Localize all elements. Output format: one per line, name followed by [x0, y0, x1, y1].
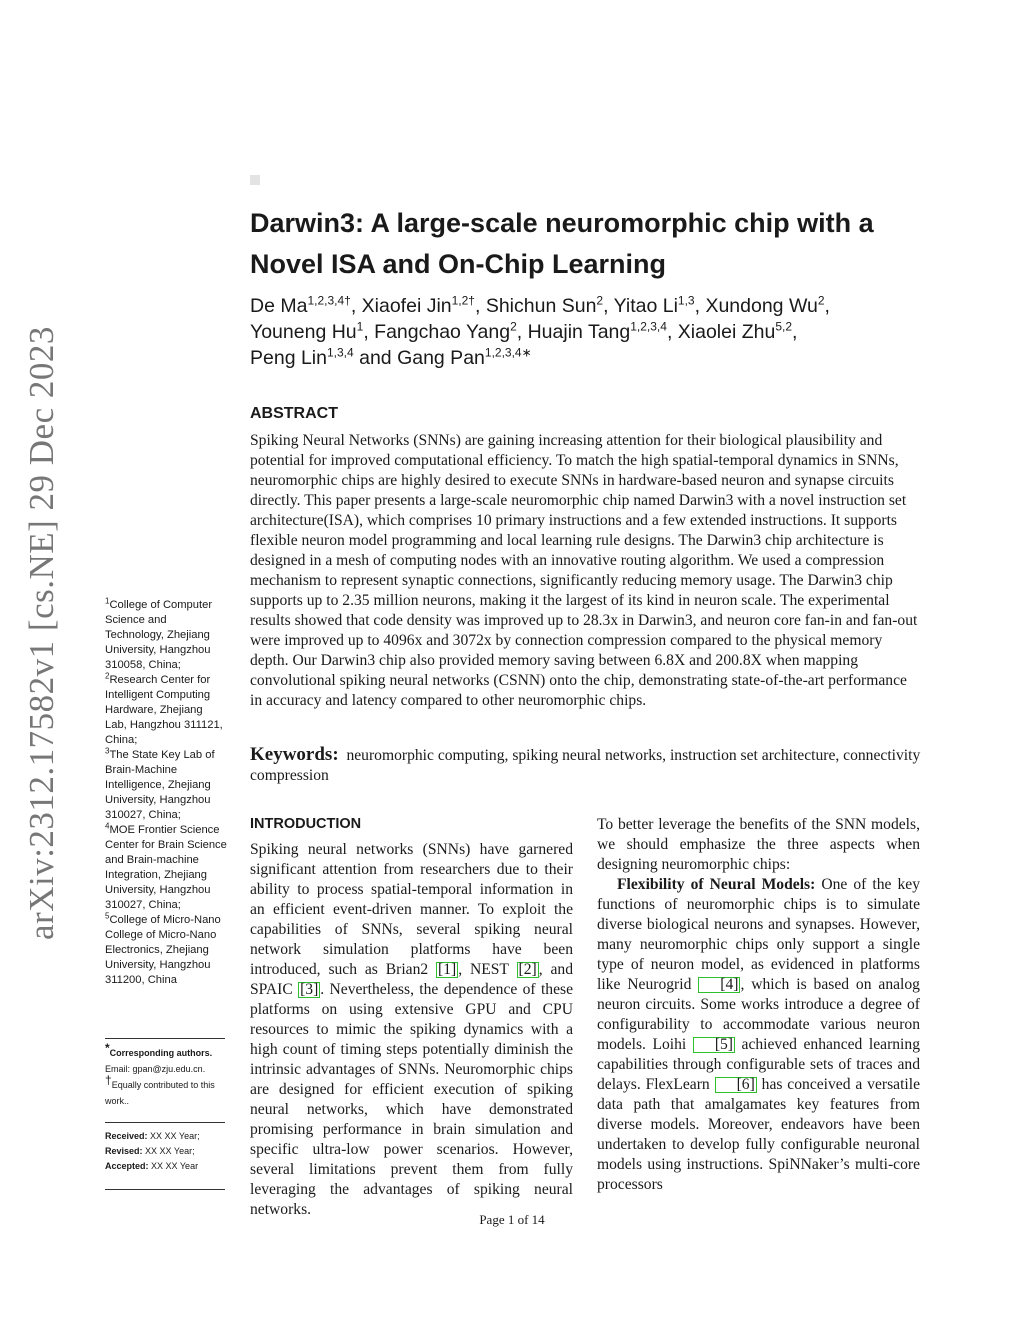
author-name: Xiaolei Zhu — [677, 321, 776, 343]
revised-label: Revised: — [105, 1146, 143, 1156]
author-separator: , — [474, 295, 486, 317]
author-name: Huajin Tang — [527, 321, 631, 343]
affiliation-text: MOE Frontier Science Center for Brain Science and Brain-machine Integration, Zhejiang University, Hangzhou 310027, China; — [105, 824, 227, 911]
author-name: Shichun Sun — [485, 295, 597, 317]
author-name: Fangchao Yang — [374, 321, 511, 343]
dates-end-rule — [105, 1189, 225, 1190]
equal-contribution-note: Equally contributed to this work.. — [105, 1080, 215, 1106]
affiliation-number: 3 — [105, 746, 110, 756]
author-separator: , — [824, 295, 830, 317]
author-name: Peng Lin — [250, 347, 327, 369]
flexibility-runin-heading: Flexibility of Neural Models: — [617, 876, 816, 893]
received-value: XX XX Year; — [150, 1131, 200, 1141]
author-name: Gang Pan — [397, 347, 485, 369]
abstract-heading: ABSTRACT — [250, 405, 338, 422]
page-number: Page 1 of 14 — [479, 1212, 545, 1227]
intro-paragraph-1: Spiking neural networks (SNNs) have garnered significant attention from researchers due to their ability to process spatial-temporal information in an efficient event-driven manner. To exploit the capabilities of SNNs, several spiking neural network simulation platforms have been introduced, such as Brian2 [1] , NEST [2] , and SPAIC [3] . Nevertheless, the dependence of these platforms on using extensive GPU and CPU resources to mimic the spiking dynamics with a high count of timing steps potentially diminish the intrinsic advantages of SNNs. Neuromorphic chips are designed for efficient execution of spiking neural networks, which have demonstrated promising performance in brain simulation and specific ultra-low power scenarios. However, several limitations prevent them from fully leveraging the advantages of spiking neural networks. — [250, 841, 574, 1218]
author-affiliation-marker: 2 — [817, 293, 825, 308]
author-name: Youneng Hu — [250, 321, 357, 343]
author-affiliation-marker: 1,2,3,4 — [630, 319, 667, 334]
dates-rule — [105, 1122, 225, 1123]
keywords — [250, 745, 922, 786]
accepted-label: Accepted: — [105, 1161, 149, 1171]
affiliation-number: 4 — [105, 821, 110, 831]
affiliation — [105, 673, 227, 748]
abstract-body: Spiking Neural Networks (SNNs) are gaining increasing attention for their biological plausibility and potential for improved computational efficiency. To match the high spatial-temporal dynamics in SNNs, neuromorphic chips are highly desired to execute SNNs in hardware-based neuron and synapse circuits directly. This paper presents a large-scale neuromorphic chip named Darwin3 with a novel instruction set architecture(ISA), which comprises 10 primary instructions and a few extended instructions. It supports flexible neuron model programming and local learning rule designs. The Darwin3 chip architecture is designed in a mesh of computing nodes with an innovative routing algorithm. We used a compression mechanism to represent synaptic connections, significantly reducing memory usage. The Darwin3 chip supports up to 2.35 million neurons, making it the largest of its kind in neuron scale. The experimental results showed that code density was improved up to 28.3x in Darwin3, and neuron core fan-in and fan-out were improved up to 4096x and 3072x by connection compression compared to the physical memory depth. Our Darwin3 chip also provided memory saving between 6.8X and 200.8X when mapping convolutional spiking neural networks (CSNN) onto the chip, demonstrating state-of-the-art performance in accuracy and latency compared to other neuromorphic chips. — [250, 432, 918, 709]
author-affiliation-marker: 1,2,3,4∗ — [484, 345, 532, 360]
author-affiliation-marker: 1,3 — [677, 293, 695, 308]
citation-2[interactable]: [2] — [518, 961, 537, 978]
author-separator: , — [694, 295, 706, 317]
author-name: Xiaofei Jin — [361, 295, 452, 317]
affiliation-text: Research Center for Intelligent Computing Hardware, Zhejiang Lab, Hangzhou 311121, China; — [105, 674, 223, 746]
affiliation-text: College of Micro-Nano College of Micro-Nano Electronics, Zhejiang University, Hangzhou 311200, China — [105, 914, 221, 986]
affiliation — [105, 598, 227, 673]
revised-value: XX XX Year; — [145, 1146, 195, 1156]
affiliation-text: College of Computer Science and Technology, Zhejiang University, Hangzhou 310058, China; — [105, 599, 213, 671]
paper-title: Darwin3: A large-scale neuromorphic chip with a Novel ISA and On-Chip Learning — [250, 208, 874, 279]
author-affiliation-marker: 1,2† — [451, 293, 475, 308]
citation-4[interactable]: [4] — [698, 977, 740, 993]
author-separator: , — [363, 321, 375, 343]
intro-paragraph-3: Flexibility of Neural Models: One of the key functions of neuromorphic chips is to simulate diverse biological neurons and synapses. However, many neuromorphic chips only support a single type of neuron model, as evidenced in platforms like Neurogrid [4] , which is based on analog neuron circuits. Some works introduce a degree of configurability to accommodate various neuron models. Loihi [5] achieved enhanced learning capabilities through configurable sets of traces and delays. FlexLearn [6] has conceived a versatile data path that amalgamates key features from diverse models. Moreover, endeavors have been undertaken to develop fully configurable neuronal models using instructions. SpiNNaker’s multi-core processors — [597, 876, 920, 1193]
intro-paragraph-2: To better leverage the benefits of the SNN models, we should emphasize the three aspects when designing neuromorphic chips: — [597, 816, 920, 873]
affiliation — [105, 823, 227, 913]
author-affiliation-marker: 2 — [596, 293, 604, 308]
citation-6[interactable]: [6] — [715, 1077, 757, 1093]
received-label: Received: — [105, 1131, 148, 1141]
affiliations — [105, 598, 227, 988]
corresponding-email: Email: gpan@zju.edu.cn. — [105, 1064, 206, 1074]
keywords-label: Keywords: — [250, 744, 339, 765]
citation-5[interactable]: [5] — [693, 1037, 735, 1053]
author-separator: , — [603, 295, 614, 317]
affiliation — [105, 913, 227, 988]
author-separator: , — [350, 295, 362, 317]
accepted-value: XX XX Year — [151, 1161, 199, 1171]
author-name: De Ma — [250, 295, 308, 317]
author-separator: , — [516, 321, 528, 343]
author-list — [250, 293, 950, 371]
author-affiliation-marker: 1 — [356, 319, 364, 334]
author-name: Yitao Li — [613, 295, 678, 317]
author-separator: , — [792, 321, 798, 343]
affiliation-number: 5 — [105, 911, 110, 921]
equal-contribution-mark: † — [105, 1073, 112, 1087]
citation-3[interactable]: [3] — [300, 981, 319, 998]
introduction-heading: INTRODUCTION — [250, 816, 362, 832]
arxiv-identifier: arXiv:2312.17582v1 [cs.NE] 29 Dec 2023 — [22, 326, 61, 940]
affiliation-text: The State Key Lab of Brain-Machine Intelligence, Zhejiang University, Hangzhou 310027, China; — [105, 749, 215, 821]
publication-dates — [105, 1129, 230, 1174]
corresponding-mark: * — [105, 1041, 110, 1055]
author-separator: , — [666, 321, 678, 343]
author-separator: and — [353, 347, 398, 369]
affiliation-number: 1 — [105, 596, 110, 606]
author-affiliation-marker: 1,3,4 — [326, 345, 354, 360]
citation-1[interactable]: [1] — [438, 961, 457, 978]
footnote-rule — [105, 1038, 225, 1039]
corner-mark — [250, 175, 260, 185]
introduction-right-column — [597, 815, 920, 1195]
author-affiliation-marker: 5,2 — [775, 319, 793, 334]
affiliation — [105, 748, 227, 823]
keywords-text: neuromorphic computing, spiking neural networks, instruction set architecture, connectivity compression — [250, 747, 921, 784]
author-name: Xundong Wu — [705, 295, 818, 317]
author-affiliation-marker: 1,2,3,4† — [307, 293, 351, 308]
author-notes — [105, 1041, 230, 1109]
author-affiliation-marker: 2 — [510, 319, 517, 334]
corresponding-label: Corresponding authors. — [109, 1048, 213, 1058]
introduction-left-column — [250, 840, 573, 1220]
affiliation-number: 2 — [105, 671, 110, 681]
